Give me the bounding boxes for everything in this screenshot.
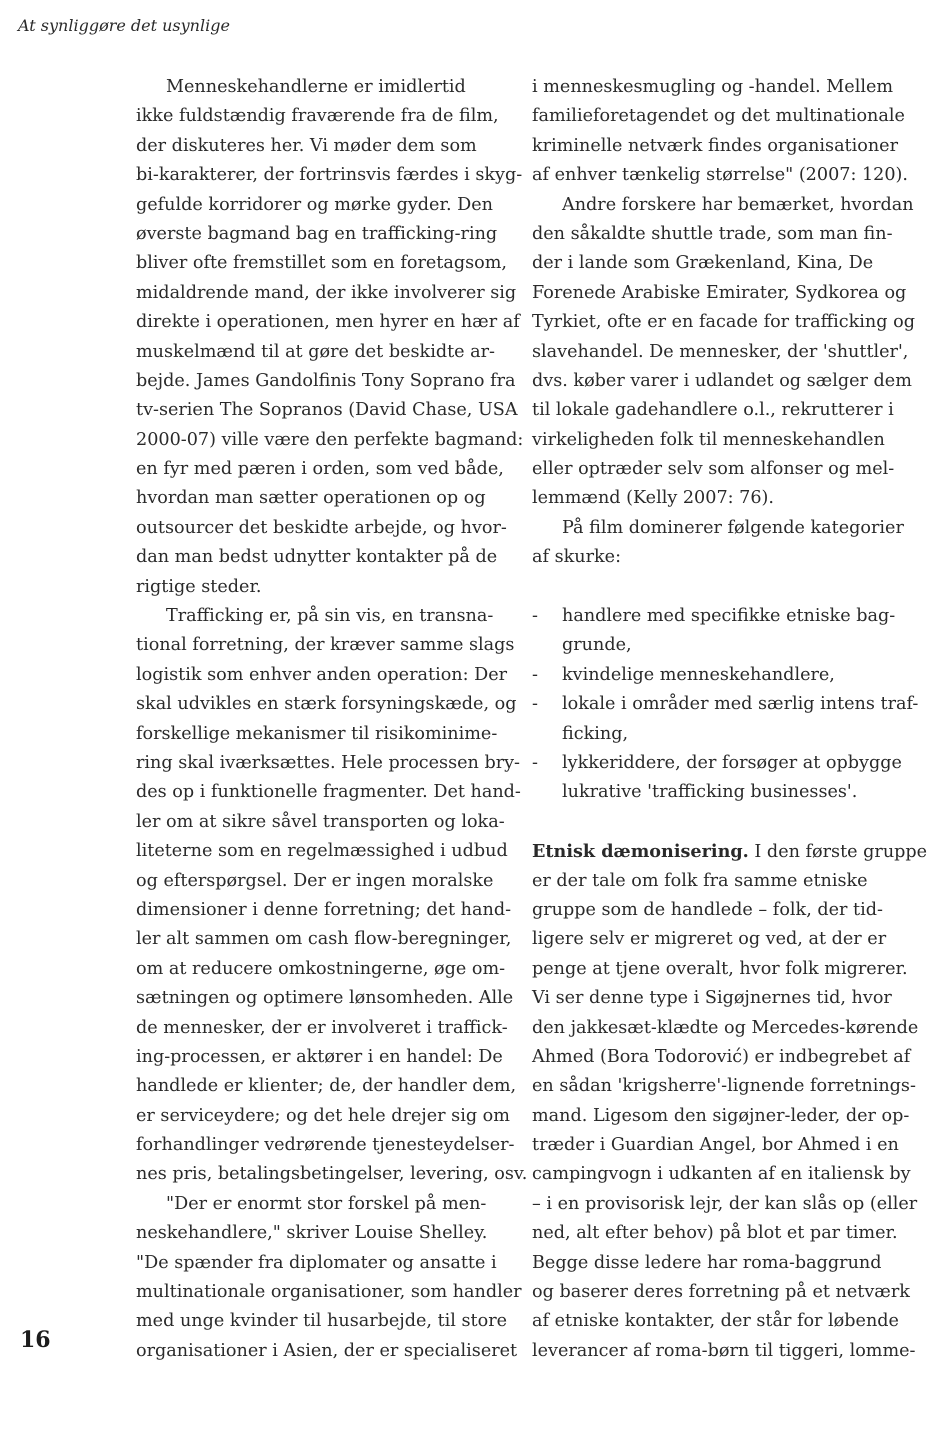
text-line: nes pris, betalingsbetingelser, levering, osv. (136, 1164, 528, 1185)
text-line: outsourcer det beskidte arbejde, og hvor- (136, 517, 507, 538)
text-line: er der tale om folk fra samme etniske (532, 870, 868, 891)
text-line: træder i Guardian Angel, bor Ahmed i en (532, 1135, 899, 1156)
text-line: liteterne som en regelmæssighed i udbud (136, 841, 508, 862)
bullet-line (532, 778, 897, 807)
text-line: leverancer af roma-børn til tiggeri, lomme- (532, 1340, 916, 1361)
text-line: "Der er enormt stor forskel på men- (166, 1193, 487, 1214)
text-line: er serviceydere; og det hele drejer sig om (136, 1105, 510, 1126)
bullet-line (532, 631, 897, 660)
text-line: des op i funktionelle fragmenter. Det hand- (136, 782, 521, 803)
text-line: forskellige mekanismer til risikominime- (136, 723, 498, 744)
running-title: At synliggøre det usynlige (18, 16, 230, 35)
text-line: om at reducere omkostningerne, øge om- (136, 958, 506, 979)
text-line: rigtige steder. (136, 576, 262, 597)
text-line: dvs. køber varer i udlandet og sælger dem (532, 370, 912, 391)
text-line: virkeligheden folk til menneskehandlen (532, 429, 885, 450)
left-column (136, 73, 528, 1366)
text-line: øverste bagmand bag en trafficking-ring (136, 223, 498, 244)
section-heading-line (532, 837, 928, 866)
bullet-dash: - (532, 752, 538, 773)
text-line: ring skal iværksættes. Hele processen bry- (136, 752, 520, 773)
text-line: og baserer deres forretning på et netværk (532, 1282, 910, 1303)
text-line: ing-processen, er aktører i en handel: De (136, 1046, 503, 1067)
text-line: direkte i operationen, men hyrer en hær af (136, 312, 520, 333)
text-line: gruppe som de handlede – folk, der tid- (532, 899, 883, 920)
bullet-line (532, 749, 902, 778)
text-line: 2000-07) ville være den perfekte bagmand: (136, 429, 524, 450)
text-line: den jakkesæt-klædte og Mercedes-kørende (532, 1017, 919, 1038)
text-line: "De spænder fra diplomater og ansatte i (136, 1252, 497, 1273)
text-line: ikke fuldstændig fraværende fra de film, (136, 106, 499, 127)
text-line: handlede er klienter; de, der handler dem, (136, 1076, 517, 1097)
bullet-text: handlere med specifikke etniske bag- (562, 606, 896, 627)
text-line: ned, alt efter behov) på blot et par timer. (532, 1223, 898, 1244)
text-line: kriminelle netværk findes organisationer (532, 135, 898, 156)
text-line: lemmænd (Kelly 2007: 76). (532, 488, 774, 509)
bullet-text: ficking, (562, 723, 629, 744)
bullet-text: lykkeriddere, der forsøger at opbygge (562, 752, 902, 773)
text-line: til lokale gadehandlere o.l., rekrutterer i (532, 400, 894, 421)
bullet-dash: - (532, 694, 538, 715)
text-line: bi-karakterer, der fortrinsvis færdes i skyg- (136, 165, 523, 186)
text-line: forhandlinger vedrørende tjenesteydelser- (136, 1135, 515, 1156)
bullet-line (532, 661, 897, 690)
text-line: af etniske kontakter, der står for løbende (532, 1311, 899, 1332)
text-line: midaldrende mand, der ikke involverer sig (136, 282, 517, 303)
text-line: dimensioner i denne forretning; det hand- (136, 899, 512, 920)
text-line: tv-serien The Sopranos (David Chase, USA (136, 400, 518, 421)
text-line: dan man bedst udnytter kontakter på de (136, 547, 498, 568)
text-line: Trafficking er, på sin vis, en transna- (166, 606, 494, 627)
text-line: organisationer i Asien, der er specialiseret (136, 1340, 518, 1361)
text-line: Andre forskere har bemærket, hvordan (562, 194, 914, 215)
text-line: muskelmænd til at gøre det beskidte ar- (136, 341, 495, 362)
text-line: I den første gruppe (754, 842, 928, 863)
text-line: bejde. James Gandolfinis Tony Soprano fra (136, 370, 516, 391)
bullet-text: lokale i områder med særlig intens traf- (562, 694, 919, 715)
text-line: multinationale organisationer, som handler (136, 1282, 522, 1303)
bullet-line (532, 690, 919, 719)
text-line: slavehandel. De mennesker, der 'shuttler', (532, 341, 909, 362)
text-line: af skurke: (532, 547, 622, 568)
bullet-dash: - (532, 664, 538, 685)
text-line: Forenede Arabiske Emirater, Sydkorea og (532, 282, 907, 303)
text-line: skal udvikles en stærk forsyningskæde, og (136, 694, 517, 715)
text-line: gefulde korridorer og mørke gyder. Den (136, 194, 493, 215)
section-heading: Etnisk dæmonisering. (532, 841, 749, 863)
text-line: den såkaldte shuttle trade, som man fin- (532, 223, 893, 244)
text-line: bliver ofte fremstillet som en foretagsom, (136, 253, 507, 274)
text-line: en fyr med pæren i orden, som ved både, (136, 459, 504, 480)
text-line: På film dominerer følgende kategorier (562, 517, 904, 538)
bullet-text: lukrative 'trafficking businesses'. (562, 782, 858, 803)
text-line: eller optræder selv som alfonser og mel- (532, 459, 895, 480)
text-line: Vi ser denne type i Sigøjnernes tid, hvor (532, 988, 892, 1009)
text-line: de mennesker, der er involveret i traffick- (136, 1017, 508, 1038)
text-line: Tyrkiet, ofte er en facade for trafficking og (532, 312, 915, 333)
text-line: penge at tjene overalt, hvor folk migrerer. (532, 958, 908, 979)
text-line: af enhver tænkelig størrelse" (2007: 120). (532, 165, 909, 186)
text-line: Ahmed (Bora Todorović) er indbegrebet af (532, 1046, 911, 1067)
text-line: – i en provisorisk lejr, der kan slås op (eller (532, 1193, 918, 1214)
text-line: campingvogn i udkanten af en italiensk by (532, 1164, 911, 1185)
text-line: ler alt sammen om cash flow-beregninger, (136, 929, 512, 950)
text-line: med unge kvinder til husarbejde, til store (136, 1311, 508, 1332)
text-line: en sådan 'krigsherre'-lignende forretnings- (532, 1076, 916, 1097)
text-line: ler om at sikre såvel transporten og loka- (136, 811, 505, 832)
text-line: Menneskehandlerne er imidlertid (166, 77, 466, 97)
text-line: der i lande som Grækenland, Kina, De (532, 253, 874, 274)
text-line: logistik som enhver anden operation: Der (136, 664, 508, 685)
right-column (532, 73, 928, 1366)
bullet-text: grunde, (562, 635, 632, 656)
text-line: mand. Ligesom den sigøjner-leder, der op- (532, 1105, 910, 1126)
text-line: Begge disse ledere har roma-baggrund (532, 1252, 882, 1273)
page-number: 16 (20, 1327, 51, 1353)
bullet-dash: - (532, 606, 538, 627)
bullet-text: kvindelige menneskehandlere, (562, 664, 835, 685)
text-line: ligere selv er migreret og ved, at der er (532, 929, 887, 950)
text-line: i menneskesmugling og -handel. Mellem (532, 77, 894, 97)
text-line: der diskuteres her. Vi møder dem som (136, 135, 477, 156)
bullet-line (532, 720, 897, 749)
text-line: og efterspørgsel. Der er ingen moralske (136, 870, 494, 891)
text-line: neskehandlere," skriver Louise Shelley. (136, 1223, 488, 1244)
text-line: hvordan man sætter operationen op og (136, 488, 486, 509)
text-line: tional forretning, der kræver samme slags (136, 635, 515, 656)
bullet-line (532, 602, 897, 631)
text-line: sætningen og optimere lønsomheden. Alle (136, 988, 514, 1009)
text-line: familieforetagendet og det multinationale (532, 106, 905, 127)
